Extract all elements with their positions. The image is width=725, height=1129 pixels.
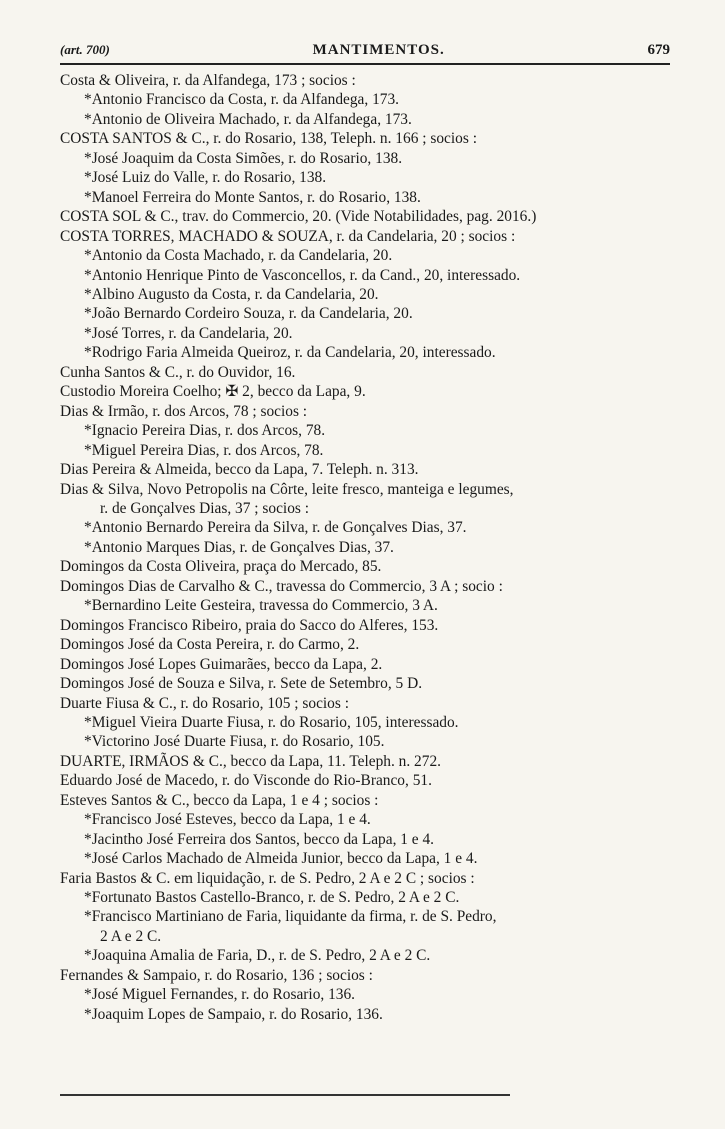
partner-entry: *Miguel Vieira Duarte Fiusa, r. do Rosario, 105, interessado. [84, 713, 459, 731]
partner-entry: *Fortunato Bastos Castello-Branco, r. de S. Pedro, 2 A e 2 C. [84, 889, 460, 907]
firm-entry: Faria Bastos & C. em liquidação, r. de S. Pedro, 2 A e 2 C ; socios : [60, 869, 475, 887]
firm-entry: Costa & Oliveira, r. da Alfandega, 173 ; socios : [60, 72, 356, 89]
firm-entry: Dias Pereira & Almeida, becco da Lapa, 7. Teleph. n. 313. [60, 461, 419, 479]
firm-entry: Cunha Santos & C., r. do Ouvidor, 16. [60, 363, 296, 381]
partner-entry: *Antonio Francisco da Costa, r. da Alfandega, 173. [84, 91, 400, 109]
partner-entry: *Antonio Marques Dias, r. de Gonçalves Dias, 37. [84, 538, 394, 556]
firm-entry: Domingos José de Souza e Silva, r. Sete de Setembro, 5 D. [60, 675, 423, 693]
firm-entry: 2 A e 2 C. [100, 927, 162, 945]
partner-entry: *Joaquina Amalia de Faria, D., r. de S. Pedro, 2 A e 2 C. [84, 947, 431, 965]
firm-entry: Duarte Fiusa & C., r. do Rosario, 105 ; socios : [60, 694, 349, 712]
partner-entry: *Ignacio Pereira Dias, r. dos Arcos, 78. [84, 422, 326, 440]
partner-entry: *Albino Augusto da Costa, r. da Candelaria, 20. [84, 285, 379, 303]
partner-entry: *Antonio Bernardo Pereira da Silva, r. de Gonçalves Dias, 37. [84, 519, 467, 537]
partner-entry: *José Miguel Fernandes, r. do Rosario, 136. [84, 986, 356, 1004]
firm-entry: Eduardo José de Macedo, r. do Visconde do Rio-Branco, 51. [60, 772, 432, 790]
partner-entry: *José Joaquim da Costa Simões, r. do Rosario, 138. [84, 149, 403, 167]
partner-entry: *Antonio da Costa Machado, r. da Candelaria, 20. [84, 247, 393, 265]
firm-entry: COSTA SANTOS & C., r. do Rosario, 138, Teleph. n. 166 ; socios : [60, 130, 477, 148]
page-number: 679 [647, 42, 670, 58]
partner-entry: *Antonio de Oliveira Machado, r. da Alfandega, 173. [84, 110, 412, 128]
firm-entry: r. de Gonçalves Dias, 37 ; socios : [100, 499, 310, 517]
firm-entry: DUARTE, IRMÃOS & C., becco da Lapa, 11. Teleph. n. 272. [60, 752, 441, 770]
section-title: MANTIMENTOS. [312, 42, 445, 58]
firm-entry: Custodio Moreira Coelho; ✠ 2, becco da Lapa, 9. [60, 383, 366, 401]
firm-entry: Esteves Santos & C., becco da Lapa, 1 e 4 ; socios : [60, 791, 379, 809]
partner-entry: *Rodrigo Faria Almeida Queiroz, r. da Candelaria, 20, interessado. [84, 344, 496, 362]
firm-entry: Domingos José Lopes Guimarães, becco da Lapa, 2. [60, 655, 383, 673]
page-header [60, 42, 670, 65]
partner-entry: *Jacintho José Ferreira dos Santos, becco da Lapa, 1 e 4. [84, 830, 435, 848]
entries-list [60, 71, 670, 1024]
partner-entry: *Francisco José Esteves, becco da Lapa, 1 e 4. [84, 811, 371, 829]
firm-entry: Domingos da Costa Oliveira, praça do Mercado, 85. [60, 558, 382, 576]
article-reference: (art. 700) [60, 42, 110, 57]
partner-entry: *Joaquim Lopes de Sampaio, r. do Rosario, 136. [84, 1005, 383, 1023]
bottom-rule [60, 1094, 510, 1096]
partner-entry: *Miguel Pereira Dias, r. dos Arcos, 78. [84, 441, 324, 459]
partner-entry: *Francisco Martiniano de Faria, liquidante da firma, r. de S. Pedro, [84, 908, 497, 926]
firm-entry: Dias & Irmão, r. dos Arcos, 78 ; socios : [60, 402, 308, 420]
partner-entry: *João Bernardo Cordeiro Souza, r. da Candelaria, 20. [84, 305, 413, 323]
partner-entry: *Victorino José Duarte Fiusa, r. do Rosario, 105. [84, 733, 385, 751]
firm-entry: COSTA TORRES, MACHADO & SOUZA, r. da Candelaria, 20 ; socios : [60, 227, 516, 245]
firm-entry: Domingos Dias de Carvalho & C., travessa do Commercio, 3 A ; socio : [60, 577, 503, 595]
partner-entry: *José Luiz do Valle, r. do Rosario, 138. [84, 169, 327, 187]
directory-page [60, 42, 670, 1024]
firm-entry: Domingos José da Costa Pereira, r. do Carmo, 2. [60, 636, 360, 654]
partner-entry: *Manoel Ferreira do Monte Santos, r. do Rosario, 138. [84, 188, 421, 206]
firm-entry: Fernandes & Sampaio, r. do Rosario, 136 ; socios : [60, 966, 373, 984]
firm-entry: Dias & Silva, Novo Petropolis na Côrte, leite fresco, manteiga e legumes, [60, 480, 514, 498]
firm-entry: Domingos Francisco Ribeiro, praia do Sacco do Alferes, 153. [60, 616, 439, 634]
partner-entry: *Antonio Henrique Pinto de Vasconcellos, r. da Cand., 20, interessado. [84, 266, 521, 284]
partner-entry: *José Torres, r. da Candelaria, 20. [84, 324, 293, 342]
partner-entry: *José Carlos Machado de Almeida Junior, becco da Lapa, 1 e 4. [84, 850, 478, 868]
partner-entry: *Bernardino Leite Gesteira, travessa do Commercio, 3 A. [84, 597, 438, 615]
firm-entry: COSTA SOL & C., trav. do Commercio, 20. (Vide Notabilidades, pag. 2016.) [60, 208, 537, 226]
